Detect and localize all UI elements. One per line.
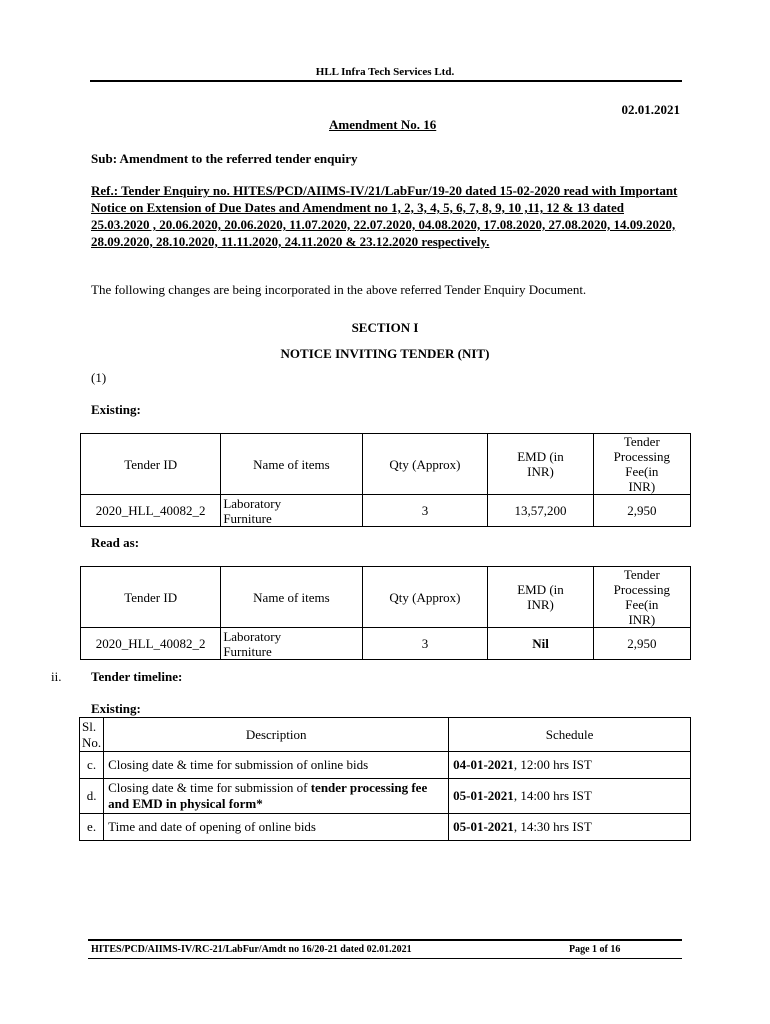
- timeline-title: Tender timeline:: [91, 669, 183, 684]
- cell-emd: Nil: [488, 628, 593, 660]
- table-header-row: [80, 718, 691, 752]
- amendment-title: Amendment No. 16: [329, 117, 437, 132]
- read-as-label: Read as:: [91, 535, 140, 550]
- table-header-row: [81, 434, 691, 495]
- table-row: [80, 752, 691, 779]
- cell-tender-id: 2020_HLL_40082_2: [81, 628, 221, 660]
- cell-description: Closing date & time for submission of online bids: [104, 752, 449, 779]
- cell-schedule: 04-01-2021, 12:00 hrs IST: [449, 752, 691, 779]
- footer-reference: HITES/PCD/AIIMS-IV/RC-21/LabFur/Amdt no 16/20-21 dated 02.01.2021: [91, 944, 412, 955]
- col-header-description: Description: [104, 718, 449, 752]
- footer-bottom-rule: [88, 958, 682, 959]
- cell-description: Time and date of opening of online bids: [104, 814, 449, 841]
- existing-tender-table: [80, 433, 691, 527]
- table-row: [80, 814, 691, 841]
- cell-sl: d.: [80, 779, 104, 814]
- col-header-items: Name of items: [221, 567, 362, 628]
- item-number-one: (1): [91, 370, 107, 385]
- cell-schedule: 05-01-2021, 14:00 hrs IST: [449, 779, 691, 814]
- item-marker-ii: ii.: [51, 669, 62, 684]
- col-header-fee: Tender Processing Fee(in INR): [593, 434, 690, 495]
- cell-qty: 3: [362, 495, 488, 527]
- col-header-qty: Qty (Approx): [362, 567, 488, 628]
- cell-emd: 13,57,200: [488, 495, 593, 527]
- cell-qty: 3: [362, 628, 488, 660]
- footer-rule: [88, 939, 682, 941]
- cell-tender-id: 2020_HLL_40082_2: [81, 495, 221, 527]
- table-header-row: [81, 567, 691, 628]
- cell-fee: 2,950: [593, 628, 690, 660]
- section-subtitle: NOTICE INVITING TENDER (NIT): [280, 346, 490, 361]
- document-date: 02.01.2021: [621, 102, 680, 117]
- col-header-sl: Sl. No.: [80, 718, 104, 752]
- col-header-schedule: Schedule: [449, 718, 691, 752]
- cell-fee: 2,950: [593, 495, 690, 527]
- col-header-fee: Tender Processing Fee(in INR): [593, 567, 690, 628]
- subject-line: Sub: Amendment to the referred tender enquiry: [91, 151, 358, 166]
- intro-paragraph: The following changes are being incorporated in the above referred Tender Enquiry Document.: [91, 282, 587, 297]
- company-header: HLL Infra Tech Services Ltd.: [315, 66, 455, 78]
- timeline-existing-label: Existing:: [91, 701, 141, 716]
- col-header-tender-id: Tender ID: [81, 567, 221, 628]
- col-header-emd: EMD (in INR): [488, 567, 593, 628]
- col-header-emd: EMD (in INR): [488, 434, 593, 495]
- timeline-table: [79, 717, 691, 841]
- section-title: SECTION I: [351, 320, 419, 335]
- table-row: [80, 779, 691, 814]
- existing-label: Existing:: [91, 402, 141, 417]
- cell-items: Laboratory Furniture: [221, 628, 362, 660]
- cell-sl: c.: [80, 752, 104, 779]
- read-as-tender-table: [80, 566, 691, 660]
- table-row: [81, 495, 691, 527]
- col-header-tender-id: Tender ID: [81, 434, 221, 495]
- cell-sl: e.: [80, 814, 104, 841]
- col-header-qty: Qty (Approx): [362, 434, 488, 495]
- header-rule: [90, 80, 682, 82]
- table-row: [81, 628, 691, 660]
- reference-paragraph: Ref.: Tender Enquiry no. HITES/PCD/AIIMS-IV/21/LabFur/19-20 dated 15-02-2020 read with Important Notice on Extension of Due Dates and Amendment no 1, 2, 3, 4, 5, 6, 7, 8, 9, 10 ,11, 12 & 13 dated 25.03.2020 , 20.06.2020, 20.06.2020, 11.07.2020, 22.07.2020, 04.08.2020, 17.08.2020, 27.08.2020, 14.09.2020, 28.09.2020, 28.10.2020, 11.11.2020, 24.11.2020 & 23.12.2020 respectively.: [91, 183, 678, 249]
- cell-schedule: 05-01-2021, 14:30 hrs IST: [449, 814, 691, 841]
- col-header-items: Name of items: [221, 434, 362, 495]
- cell-description: Closing date & time for submission of tender processing fee and EMD in physical form*: [104, 779, 449, 814]
- cell-items: Laboratory Furniture: [221, 495, 362, 527]
- page-number: Page 1 of 16: [569, 944, 621, 955]
